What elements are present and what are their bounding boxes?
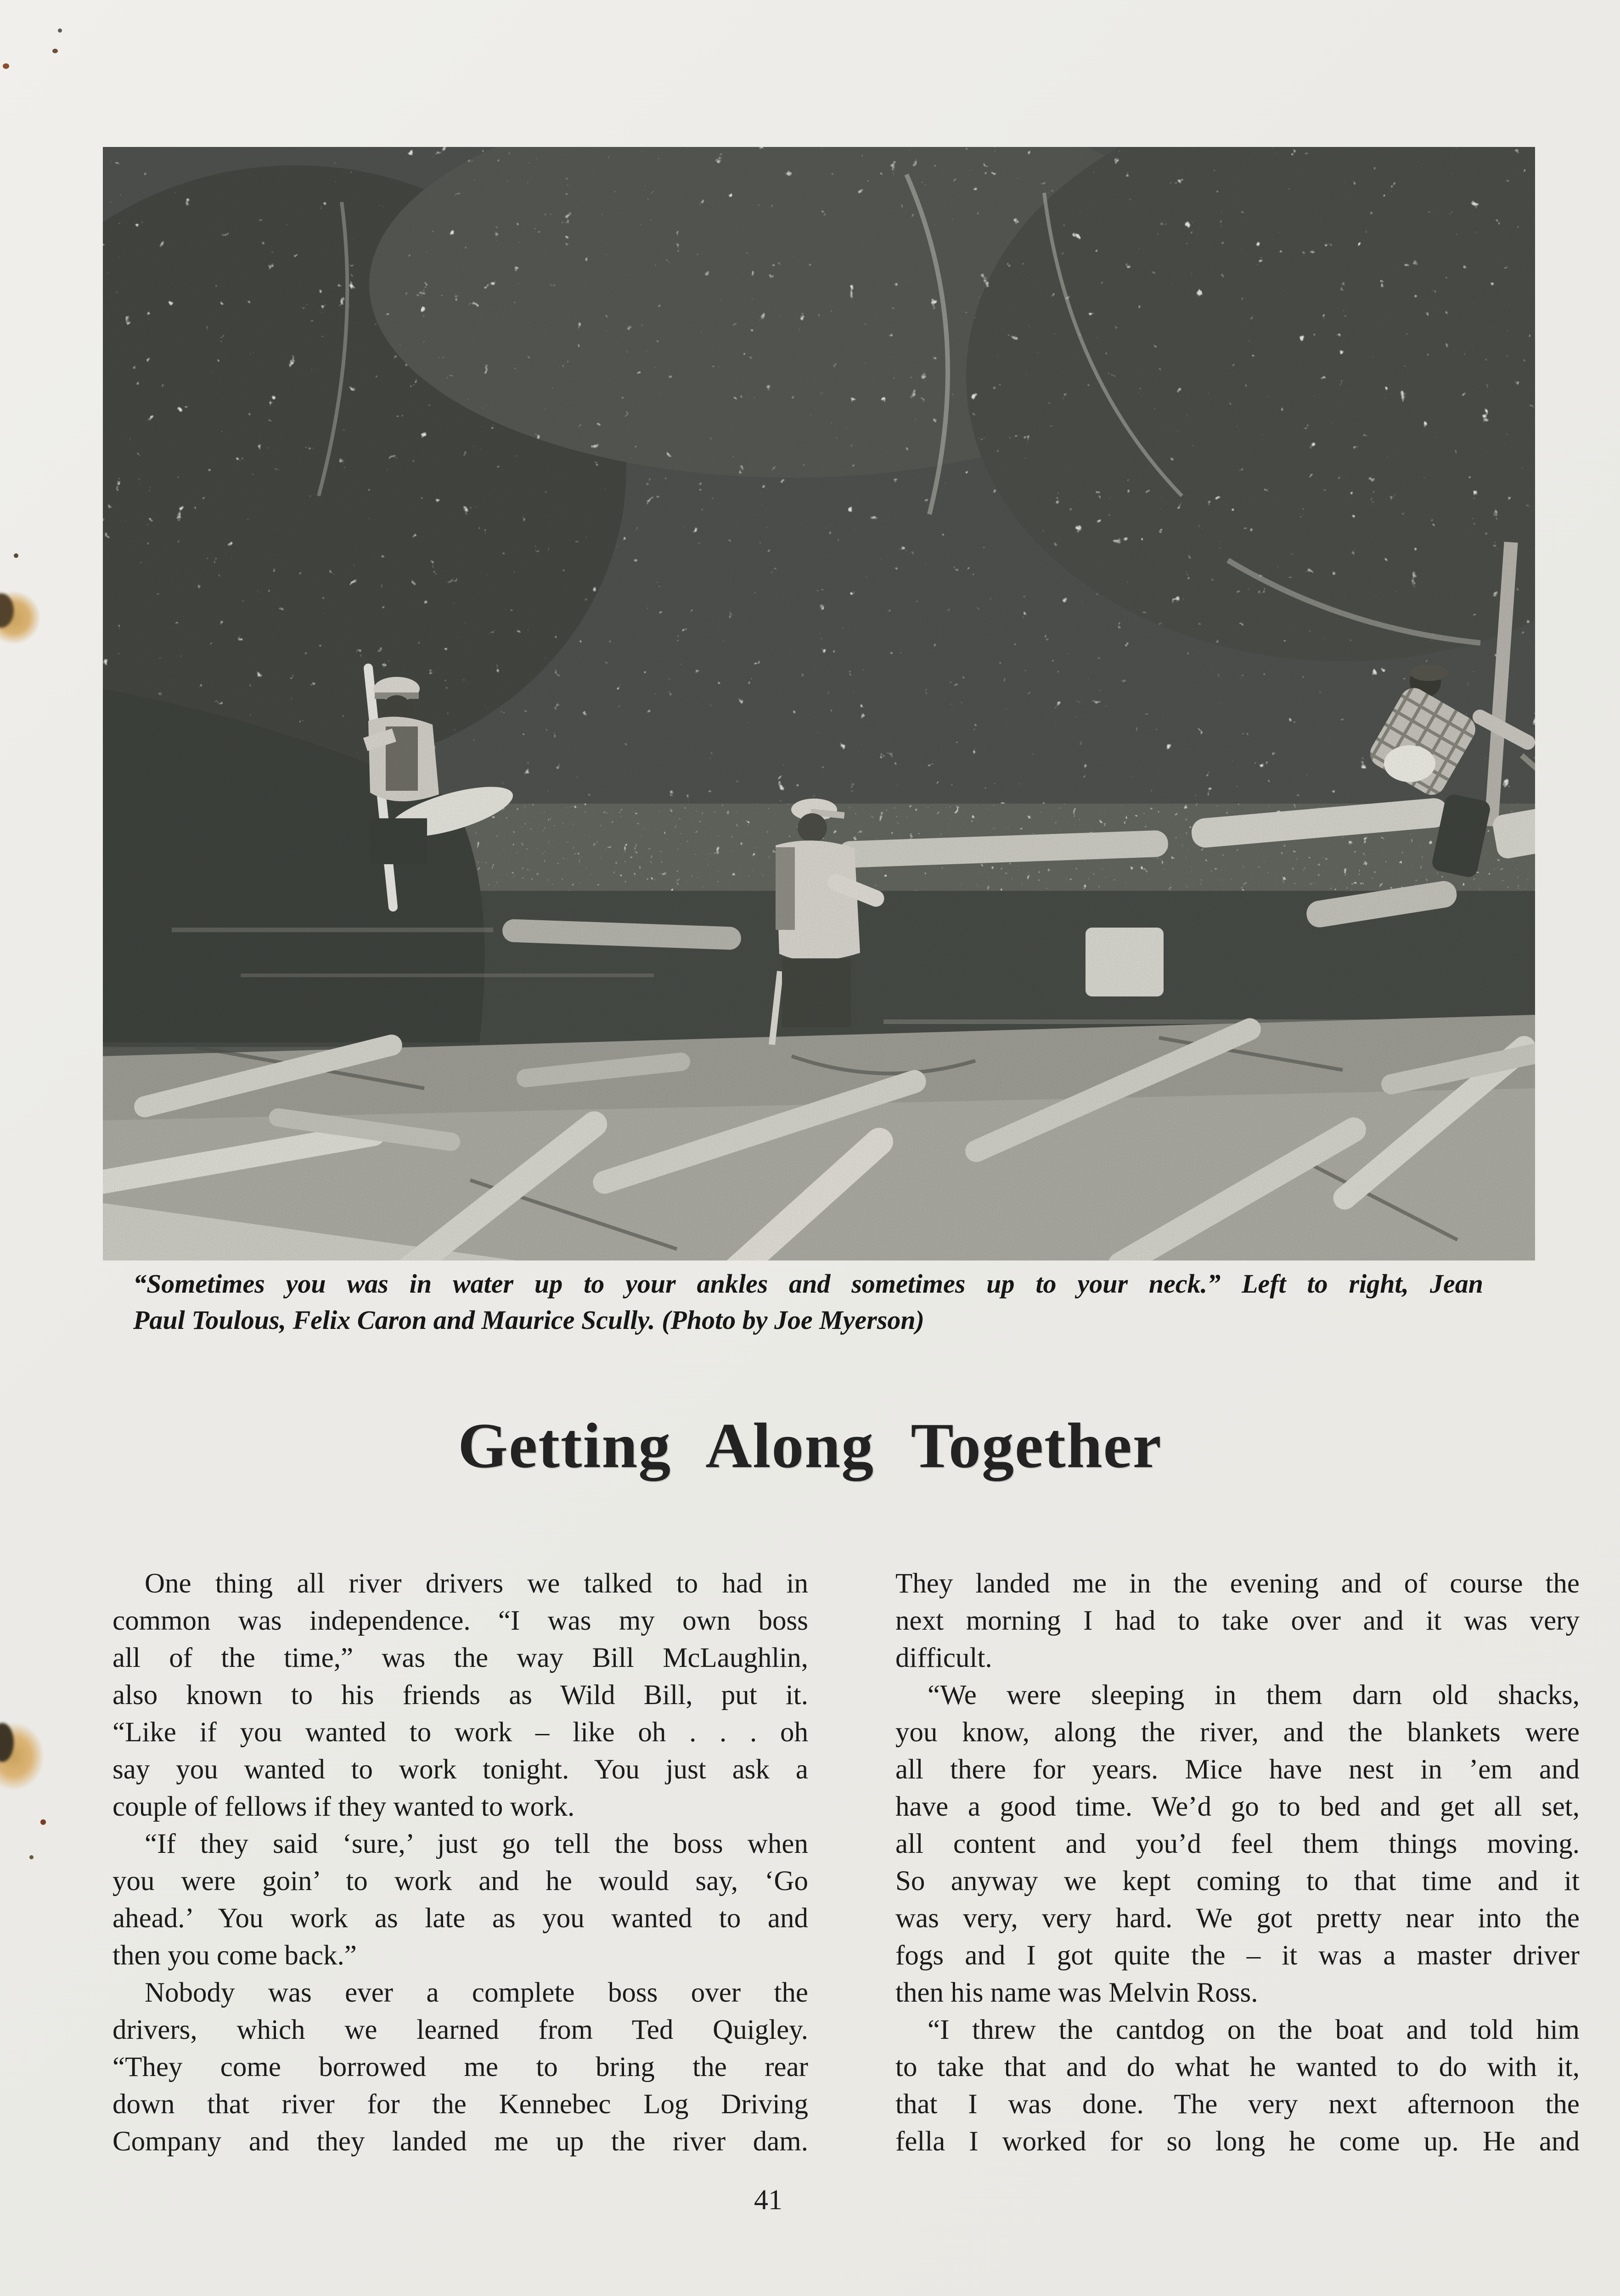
body-line: fogs and I got quite the – it was a master driver (895, 1940, 1580, 1971)
body-line: couple of fellows if they wanted to work. (112, 1791, 575, 1822)
body-line: next morning I had to take over and it was very (895, 1605, 1580, 1636)
body-line: say you wanted to work tonight. You just ask a (112, 1754, 808, 1785)
body-line: then his name was Melvin Ross. (895, 1977, 1258, 2008)
body-line: One thing all river drivers we talked to had in (145, 1568, 808, 1599)
body-line: Company and they landed me up the river dam. (112, 2126, 808, 2157)
body-line: “I threw the cantdog on the boat and told him (928, 2015, 1580, 2045)
photo-caption (133, 1266, 1483, 1338)
body-line: “They come borrowed me to bring the rear (112, 2052, 808, 2082)
body-line: you were goin’ to work and he would say, ‘Go (112, 1866, 808, 1896)
paper-speck (3, 63, 9, 69)
body-line: ahead.’ You work as late as you wanted to and (112, 1903, 808, 1934)
column-right (895, 1565, 1580, 2160)
paper-speck (29, 1855, 34, 1859)
paper-speck (14, 553, 18, 558)
river-drivers-photo (103, 147, 1535, 1261)
body-line: common was independence. “I was my own boss (112, 1605, 808, 1636)
body-line: that I was done. The very next afternoon the (895, 2089, 1580, 2120)
body-line: So anyway we kept coming to that time and it (895, 1866, 1580, 1896)
column-left (112, 1565, 808, 2160)
body-line: all there for years. Mice have nest in ’em and (895, 1754, 1580, 1785)
body-line: also known to his friends as Wild Bill, put it. (112, 1680, 808, 1711)
body-line: drivers, which we learned from Ted Quigley. (112, 2015, 808, 2045)
body-line: then you come back.” (112, 1940, 357, 1971)
paper-speck (58, 28, 62, 33)
caption-line: Paul Toulous, Felix Caron and Maurice Scully. (Photo by Joe Myerson) (133, 1305, 924, 1335)
body-line: down that river for the Kennebec Log Driving (112, 2089, 808, 2120)
body-line: fella I worked for so long he come up. He and (895, 2126, 1580, 2157)
body-line: They landed me in the evening and of course the (895, 1568, 1580, 1599)
body-line: all content and you’d feel them things moving. (895, 1829, 1580, 1859)
body-line: difficult. (895, 1643, 992, 1673)
body-line: “Like if you wanted to work – like oh . . . oh (112, 1717, 808, 1748)
body-line: Nobody was ever a complete boss over the (145, 1977, 808, 2008)
photo-illustration (103, 147, 1535, 1261)
body-line: “If they said ‘sure,’ just go tell the boss when (145, 1829, 808, 1859)
body-line: all of the time,” was the way Bill McLaughlin, (112, 1643, 808, 1673)
caption-line: “Sometimes you was in water up to your ankles and sometimes up to your neck.” Left to right, Jean (133, 1269, 1483, 1299)
paper-speck (40, 1819, 46, 1825)
body-line: have a good time. We’d go to bed and get all set, (895, 1791, 1580, 1822)
body-line: was very, very hard. We got pretty near into the (895, 1903, 1580, 1934)
body-line: “We were sleeping in them darn old shacks, (928, 1680, 1580, 1711)
page-number: 41 (754, 2184, 782, 2216)
body-line: to take that and do what he wanted to do with it, (895, 2052, 1580, 2082)
article-title: Getting Along Together (458, 1410, 1162, 1481)
body-line: you know, along the river, and the blankets were (895, 1717, 1580, 1748)
paper-speck (52, 49, 58, 53)
